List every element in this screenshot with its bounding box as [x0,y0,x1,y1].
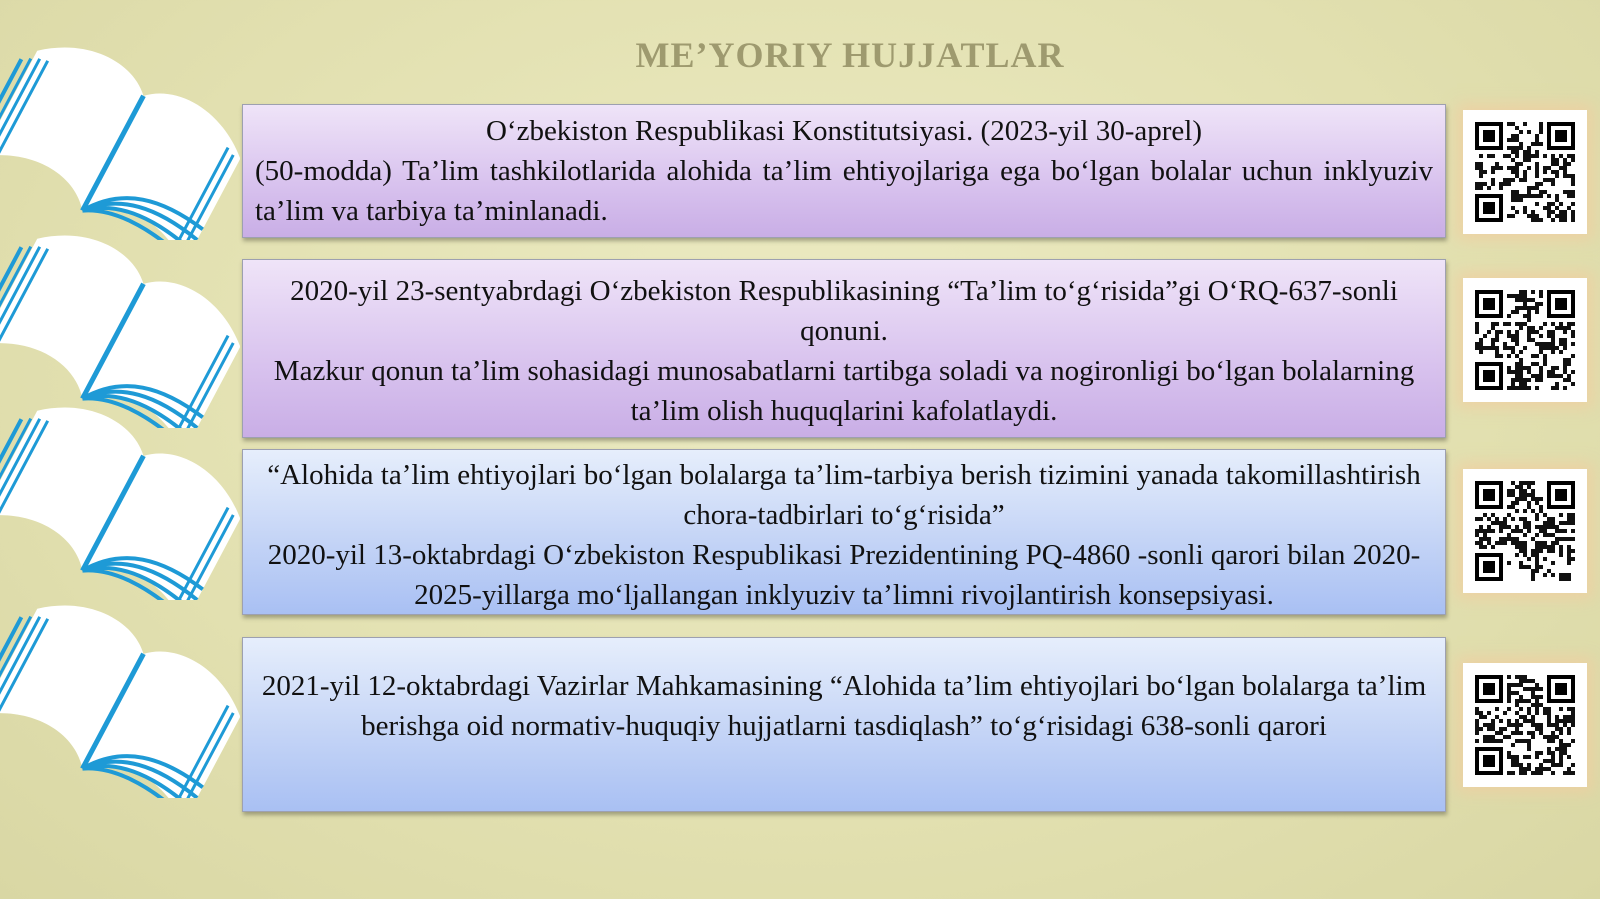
document-title: O‘zbekiston Respublikasi Konstitutsiyasi. (2023-yil 30-aprel) [485,115,1203,147]
open-book-icon [0,40,240,240]
qr-code-icon[interactable] [1463,278,1587,402]
qr-code-icon[interactable] [1463,469,1587,593]
document-card-cabinet-resolution [242,637,1446,812]
document-description: 2021-yil 12-oktabrdagi Vazirlar Mahkamasining “Alohida ta’lim ehtiyojlari bo‘lgan bolalarga ta’lim berishga oid normativ-huquqiy hujjatlarni tasdiqlash” to‘g‘risidagi 638-sonli qarori [261,670,1427,742]
document-card-constitution [242,104,1446,238]
qr-code-icon[interactable] [1463,110,1587,234]
page-title: ME’YORIY HUJJATLAR [635,35,1065,75]
document-description: (50-modda) Ta’lim tashkilotlarida alohida ta’lim ehtiyojlariga ega bo‘lgan bolalar uchun inklyuziv ta’lim va tarbiya ta’minlanadi. [255,155,1433,227]
document-title: “Alohida ta’lim ehtiyojlari bo‘lgan bolalarga ta’lim-tarbiya berish tizimini yanada takomillashtirish chora-tadbirlari to‘g‘risida” [267,459,1421,531]
open-book-icon [0,598,240,798]
document-description: 2020-yil 13-oktabrdagi O‘zbekiston Respublikasi Prezidentining PQ-4860 -sonli qarori bilan 2020-2025-yillarga mo‘ljallangan inklyuziv ta’limni rivojlantirish konsepsiyasi. [267,539,1421,611]
document-title: 2020-yil 23-sentyabrdagi O‘zbekiston Respublikasining “Ta’lim to‘g‘risida”gi O‘RQ-637-sonli qonuni. [290,275,1398,347]
document-card-education-law [242,259,1446,438]
document-card-presidential-decree [242,449,1446,615]
open-book-icon [0,400,240,600]
open-book-icon [0,228,240,428]
qr-code-icon[interactable] [1463,663,1587,787]
document-description: Mazkur qonun ta’lim sohasidagi munosabatlarni tartibga soladi va nogironligi bo‘lgan bolalarning ta’lim olish huquqlarini kafolatlaydi. [273,355,1415,427]
